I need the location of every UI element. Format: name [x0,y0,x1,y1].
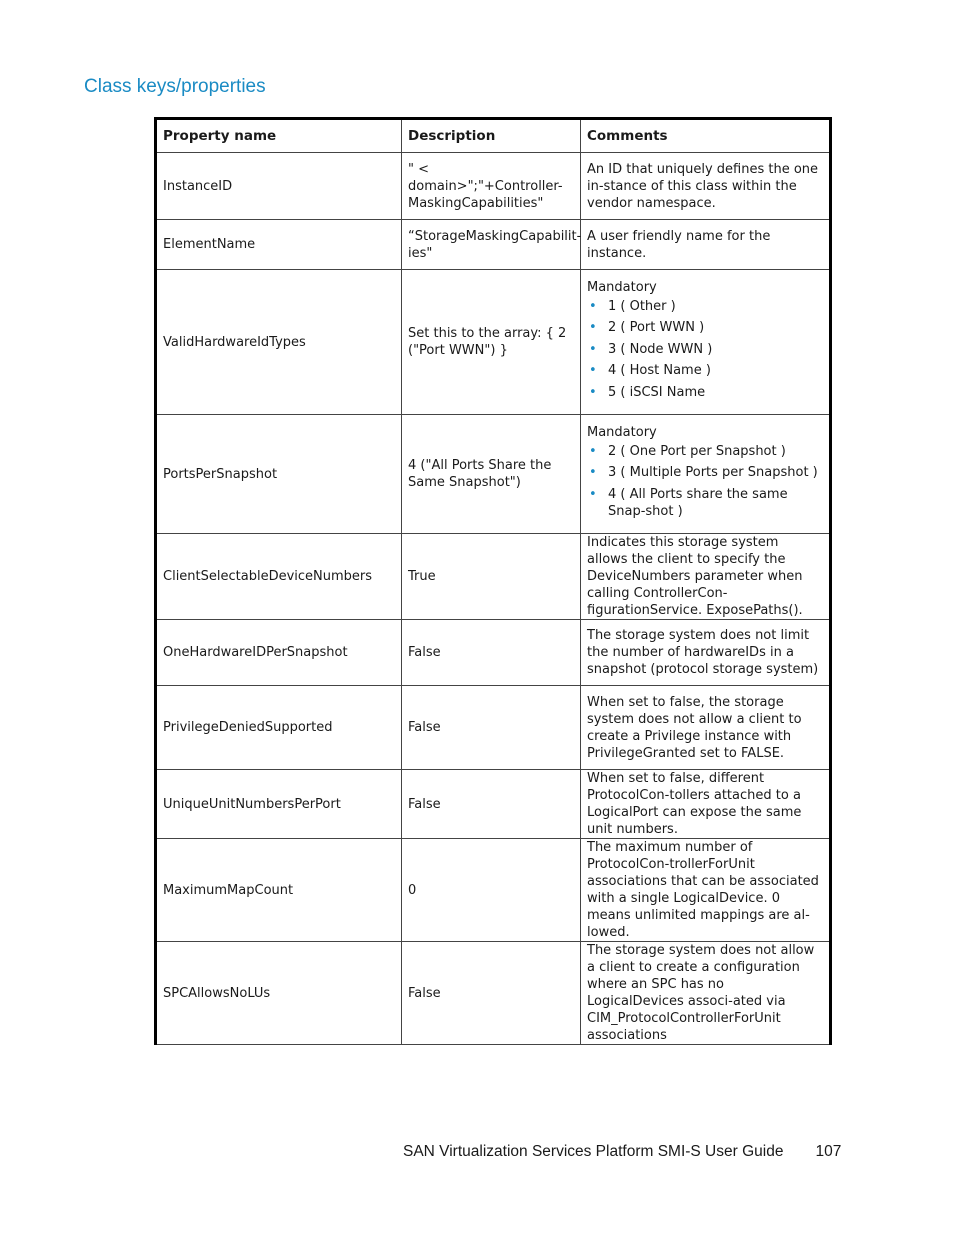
property-name-cell: UniqueUnitNumbersPerPort [156,770,402,839]
property-name-cell: ElementName [156,220,402,270]
comments-cell: When set to false, different ProtocolCon-tollers attached to a LogicalPort can expose the same unit numbers. [581,770,831,839]
comments-cell: Indicates this storage system allows the client to specify the DeviceNumbers parameter when calling ControllerCon-figurationService. ExposePaths(). [581,534,831,620]
bullet-icon: • [589,384,597,400]
list-item [587,362,823,379]
description-cell: False [402,942,581,1045]
bullet-icon: • [589,298,597,314]
property-name-cell: PrivilegeDeniedSupported [156,686,402,770]
bullet-icon: • [589,443,597,459]
bullet-icon: • [589,486,597,502]
page-footer [403,1143,841,1161]
bullet-icon: • [589,363,597,379]
comments-cell: The maximum number of ProtocolCon-trollerForUnit associations that can be associated with a single LogicalDevice. 0 means unlimited mappings are al-lowed. [581,839,831,942]
table-row [156,534,831,620]
property-name-cell: InstanceID [156,153,402,220]
property-name-cell: MaximumMapCount [156,839,402,942]
table-row [156,942,831,1045]
section-title: Class keys/properties [84,76,266,97]
comments-cell [581,415,831,534]
list-item-text: 3 ( Node WWN ) [608,341,713,357]
property-name-cell: OneHardwareIDPerSnapshot [156,620,402,686]
header-description: Description [402,119,581,153]
class-properties-table [154,117,832,1045]
list-item [587,384,823,401]
comments-cell: An ID that uniquely defines the one in-stance of this class within the vendor namespace. [581,153,831,220]
table-row [156,220,831,270]
description-cell: False [402,686,581,770]
description-cell: False [402,620,581,686]
comments-cell: The storage system does not allow a client to create a configuration where an SPC has no LogicalDevices associ-ated via CIM_ProtocolControllerForUnit associations [581,942,831,1045]
comments-list [587,443,823,520]
list-item-text: 4 ( All Ports share the same Snap-shot ) [608,486,788,519]
comments-lead: Mandatory [587,279,657,295]
table-row [156,839,831,942]
description-cell: " < domain>";"+Controller-MaskingCapabilities" [402,153,581,220]
list-item-text: 2 ( One Port per Snapshot ) [608,443,786,459]
header-property-name: Property name [156,119,402,153]
bullet-icon: • [589,465,597,481]
list-item [587,486,823,520]
list-item-text: 4 ( Host Name ) [608,363,711,379]
property-name-cell: ValidHardwareIdTypes [156,270,402,415]
list-item [587,341,823,358]
comments-cell: The storage system does not limit the number of hardwareIDs in a snapshot (protocol storage system) [581,620,831,686]
list-item-text: 2 ( Port WWN ) [608,320,705,336]
bullet-icon: • [589,320,597,336]
description-cell: 0 [402,839,581,942]
property-name-cell: SPCAllowsNoLUs [156,942,402,1045]
list-item [587,298,823,315]
list-item [587,443,823,460]
comments-cell: When set to false, the storage system does not allow a client to create a Privilege instance with PrivilegeGranted set to FALSE. [581,686,831,770]
comments-list [587,298,823,401]
description-cell: False [402,770,581,839]
page-number: 107 [815,1143,842,1160]
property-name-cell: PortsPerSnapshot [156,415,402,534]
property-name-cell: ClientSelectableDeviceNumbers [156,534,402,620]
header-comments: Comments [581,119,831,153]
list-item-text: 1 ( Other ) [608,298,676,314]
table-header-row [156,119,831,153]
comments-cell: A user friendly name for the instance. [581,220,831,270]
footer-guide-title: SAN Virtualization Services Platform SMI-S User Guide [403,1143,784,1160]
list-item [587,319,823,336]
table-row [156,415,831,534]
description-cell: Set this to the array: { 2 ("Port WWN") } [402,270,581,415]
list-item-text: 3 ( Multiple Ports per Snapshot ) [608,465,818,481]
table-row [156,620,831,686]
comments-lead: Mandatory [587,424,657,440]
table-row [156,270,831,415]
bullet-icon: • [589,341,597,357]
list-item-text: 5 ( iSCSI Name [608,384,706,400]
description-cell: 4 ("All Ports Share the Same Snapshot") [402,415,581,534]
table-row [156,153,831,220]
description-cell: True [402,534,581,620]
description-cell: “StorageMaskingCapabilit-ies" [402,220,581,270]
comments-cell [581,270,831,415]
list-item [587,464,823,481]
table-row [156,770,831,839]
table-row [156,686,831,770]
